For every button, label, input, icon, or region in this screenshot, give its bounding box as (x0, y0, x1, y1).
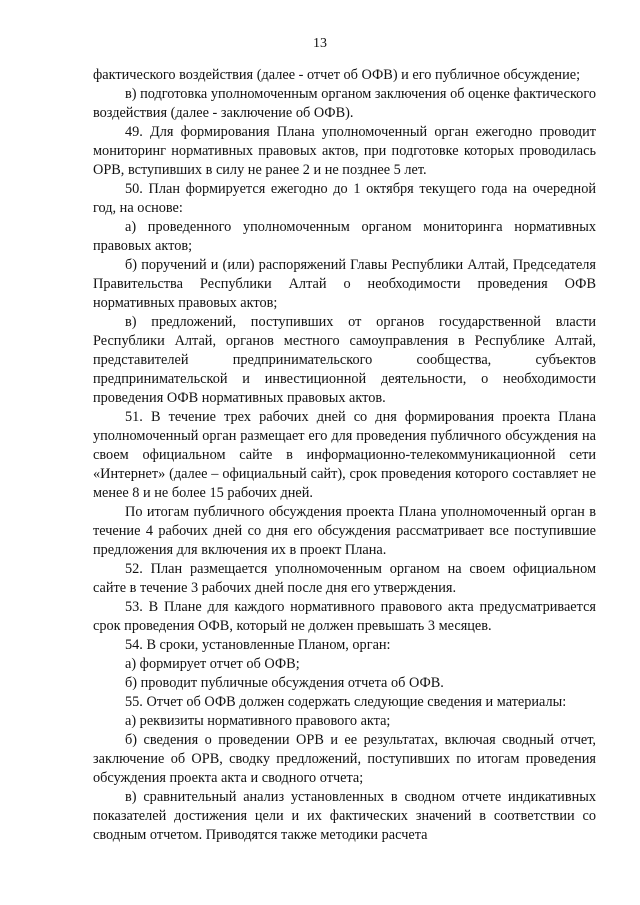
paragraph: в) предложений, поступивших от органов государственной власти Республики Алтай, органов местного самоуправления в Республике Алтай, представителей предпринимательского сообщества, субъектов предпринимательской и инвестиционной деятельности, о необходимости проведения ОФВ нормативных правовых актов. (93, 314, 596, 406)
paragraph: фактического воздействия (далее - отчет об ОФВ) и его публичное обсуждение; (93, 67, 581, 83)
paragraph: 52. План размещается уполномоченным органом на своем официальном сайте в течение 3 рабочих дней после дня его утверждения. (93, 561, 596, 596)
paragraph: По итогам публичного обсуждения проекта Плана уполномоченный орган в течение 4 рабочих дней со дня его обсуждения рассматривает все поступившие предложения для включения их в проект Плана. (93, 504, 596, 558)
paragraph: а) реквизиты нормативного правового акта; (125, 713, 391, 729)
paragraph: в) подготовка уполномоченным органом заключения об оценке фактического воздействия (далее - заключение об ОФВ). (93, 86, 596, 121)
paragraph: в) сравнительный анализ установленных в сводном отчете индикативных показателей достижения цели и их фактических значений в соответствии со сводным отчетом. Приводятся также методики расчета (93, 789, 596, 843)
paragraph: б) сведения о проведении ОРВ и ее результатах, включая сводный отчет, заключение об ОРВ, сводку предложений, поступивших по итогам проведения обсуждения проекта акта и сводного отчета; (93, 732, 596, 786)
paragraph: а) проведенного уполномоченным органом мониторинга нормативных правовых актов; (93, 219, 596, 254)
paragraph: 51. В течение трех рабочих дней со дня формирования проекта Плана уполномоченный орган размещает его для проведения публичного обсуждения на своем официальном сайте в информационно-телекоммуникационной сети «Интернет» (далее – официальный сайт), срок проведения которого составляет не менее 8 и не более 15 рабочих дней. (93, 409, 596, 501)
page-number: 13 (313, 36, 327, 51)
paragraph: 50. План формируется ежегодно до 1 октября текущего года на очередной год, на основе: (93, 181, 596, 216)
paragraph: б) проводит публичные обсуждения отчета об ОФВ. (125, 675, 444, 691)
paragraph: 53. В Плане для каждого нормативного правового акта предусматривается срок проведения ОФВ, который не должен превышать 3 месяцев. (93, 599, 596, 634)
document-body (93, 66, 596, 845)
paragraph: б) поручений и (или) распоряжений Главы Республики Алтай, Председателя Правительства Республики Алтай о необходимости проведения ОФВ нормативных правовых актов; (93, 257, 596, 311)
paragraph: а) формирует отчет об ОФВ; (125, 656, 300, 672)
paragraph: 54. В сроки, установленные Планом, орган: (125, 637, 391, 653)
paragraph: 49. Для формирования Плана уполномоченный орган ежегодно проводит мониторинг нормативных правовых актов, при подготовке которых проводилась ОРВ, вступивших в силу не ранее 2 и не позднее 5 лет. (93, 124, 596, 178)
paragraph: 55. Отчет об ОФВ должен содержать следующие сведения и материалы: (125, 694, 567, 710)
